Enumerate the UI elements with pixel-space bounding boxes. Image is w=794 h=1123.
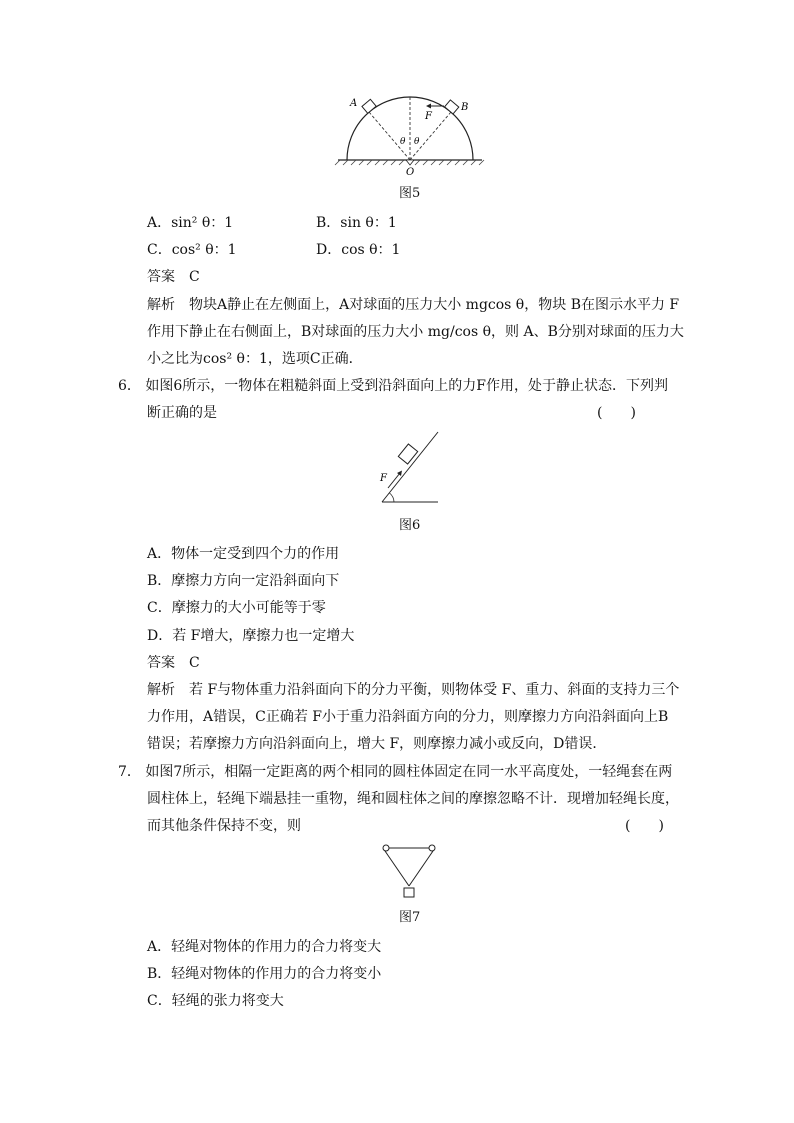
fig6-label-f: F xyxy=(380,473,387,484)
q5-analysis-line-3: 小之比为cos² θ：1，选项C正确． xyxy=(147,351,363,367)
q6-analysis-line-1: 解析 若 F与物体重力沿斜面向下的分力平衡，则物体受 F、重力、斜面的支持力三个 xyxy=(147,682,680,698)
q6-analysis-line-3: 错误；若摩擦力方向沿斜面向上，增大 F，则摩擦力减小或反向，D错误． xyxy=(147,736,607,752)
q6-analysis-line-2: 力作用，A错误，C正确若 F小于重力沿斜面方向的分力，则摩擦力方向沿斜面向上B xyxy=(147,709,669,725)
figure-7-caption: 图7 xyxy=(399,910,421,925)
q6-stem-line-1: 6． 如图6所示，一物体在粗糙斜面上受到沿斜面向上的力F作用，处于静止状态．下列判 xyxy=(118,378,668,394)
q6-option-a: A．物体一定受到四个力的作用 xyxy=(147,546,340,562)
q7-option-a: A．轻绳对物体的作用力的合力将变大 xyxy=(147,939,382,955)
fig5-label-theta-left: θ xyxy=(400,137,406,147)
fig5-label-f: F xyxy=(425,111,432,122)
figure-5-caption: 图5 xyxy=(399,186,421,201)
q5-option-d: D．cos θ：1 xyxy=(316,242,401,258)
q5-analysis-line-2: 作用下静止在右侧面上，B对球面的压力大小 mg/cos θ，则 A、B分别对球面的压力大 xyxy=(147,324,684,340)
q6-answer-bracket: ( ) xyxy=(597,405,636,421)
q7-stem-line-1: 7． 如图7所示，相隔一定距离的两个相同的圆柱体固定在同一水平高度处，一轻绳套在两 xyxy=(118,764,673,780)
q6-option-c: C．摩擦力的大小可能等于零 xyxy=(147,600,326,616)
q7-answer-bracket: ( ) xyxy=(625,818,664,834)
figure-6-caption: 图6 xyxy=(399,518,421,533)
q7-stem-line-3: 而其他条件保持不变，则 xyxy=(147,818,301,834)
q7-stem-line-2: 圆柱体上，轻绳下端悬挂一重物，绳和圆柱体之间的摩擦忽略不计．现增加轻绳长度， xyxy=(147,791,679,807)
q7-option-b: B．轻绳对物体的作用力的合力将变小 xyxy=(147,966,382,982)
fig5-label-b: B xyxy=(461,102,469,113)
q5-option-a: A．sin² θ：1 xyxy=(147,215,234,231)
q5-analysis-line-1: 解析 物块A静止在左侧面上，A对球面的压力大小 mgcos θ，物块 B在图示水平力 F xyxy=(147,297,680,313)
fig5-label-theta-right: θ xyxy=(414,137,420,147)
figure-7-diagram xyxy=(380,842,440,900)
q5-answer: 答案 C xyxy=(147,269,200,285)
q6-stem-line-2: 断正确的是 xyxy=(147,405,217,421)
fig5-label-a: A xyxy=(350,98,358,109)
figure-5-diagram xyxy=(330,88,490,180)
q5-option-c: C．cos² θ：1 xyxy=(147,242,237,258)
fig5-label-o: O xyxy=(406,167,415,178)
figure-6-diagram xyxy=(376,430,440,506)
q7-option-c: C．轻绳的张力将变大 xyxy=(147,993,284,1009)
q5-option-b: B．sin θ：1 xyxy=(316,215,397,231)
q6-option-b: B．摩擦力方向一定沿斜面向下 xyxy=(147,573,340,589)
q6-answer: 答案 C xyxy=(147,655,200,671)
q6-option-d: D．若 F增大，摩擦力也一定增大 xyxy=(147,628,355,644)
